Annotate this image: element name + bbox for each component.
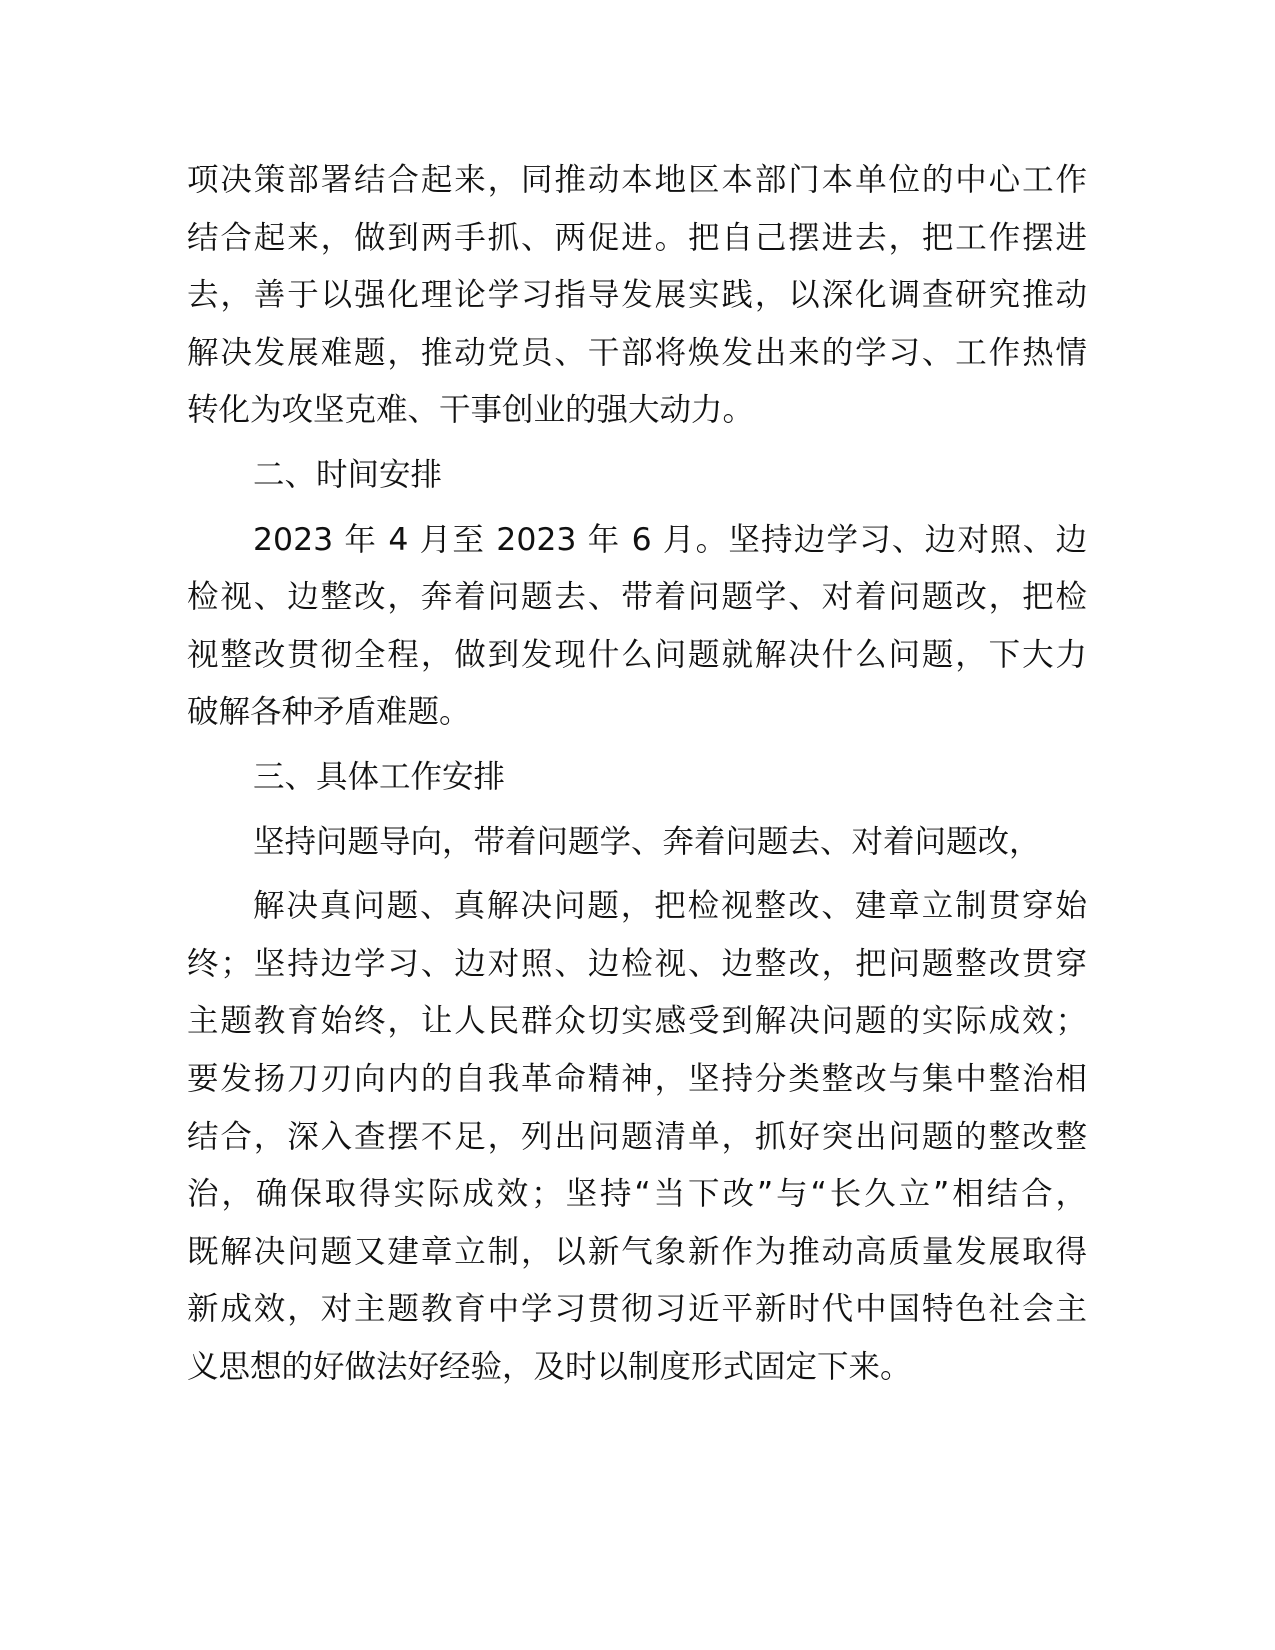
text-line: 主题教育始终，让人民群众切实感受到解决问题的实际成效；	[187, 1003, 1087, 1040]
section-heading-work-arrangement: 三、具体工作安排	[253, 758, 506, 795]
text-line: 解决真问题、真解决问题，把检视整改、建章立制贯穿始	[253, 888, 1087, 925]
text-line: 转化为攻坚克难、干事创业的强大动力。	[187, 392, 755, 429]
document-body	[187, 152, 1087, 1396]
text-line: 既解决问题又建章立制，以新气象新作为推动高质量发展取得	[187, 1233, 1087, 1270]
text-line: 治，确保取得实际成效；坚持“当下改”与“长久立”相结合，	[187, 1176, 1087, 1213]
text-line: 坚持问题导向，带着问题学、奔着问题去、对着问题改，	[253, 823, 1041, 860]
text-line: 义思想的好做法好经验，及时以制度形式固定下来。	[187, 1348, 912, 1385]
text-line: 破解各种矛盾难题。	[187, 694, 471, 731]
paragraph-4	[187, 878, 1087, 1396]
text-line: 终；坚持边学习、边对照、边检视、边整改，把问题整改贯穿	[187, 945, 1087, 982]
paragraph-2	[187, 512, 1087, 742]
text-line: 去，善于以强化理论学习指导发展实践，以深化调查研究推动	[187, 277, 1087, 314]
paragraph-1	[187, 152, 1087, 440]
text-line: 结合起来，做到两手抓、两促进。把自己摆进去，把工作摆进	[187, 219, 1087, 256]
text-line: 新成效，对主题教育中学习贯彻习近平新时代中国特色社会主	[187, 1291, 1087, 1328]
text-line: 结合，深入查摆不足，列出问题清单，抓好突出问题的整改整	[187, 1118, 1087, 1155]
text-line: 解决发展难题，推动党员、干部将焕发出来的学习、工作热情	[187, 334, 1087, 371]
text-line: 检视、边整改，奔着问题去、带着问题学、对着问题改，把检	[187, 579, 1087, 616]
text-line: 项决策部署结合起来，同推动本地区本部门本单位的中心工作	[187, 162, 1087, 198]
text-line: 要发扬刀刃向内的自我革命精神，坚持分类整改与集中整治相	[187, 1060, 1087, 1097]
paragraph-3	[187, 814, 1087, 872]
section-heading-time-schedule: 二、时间安排	[253, 456, 443, 493]
text-line: 视整改贯彻全程，做到发现什么问题就解决什么问题，下大力	[187, 636, 1087, 673]
text-line: 2023 年 4 月至 2023 年 6 月。坚持边学习、边对照、边	[253, 521, 1087, 558]
